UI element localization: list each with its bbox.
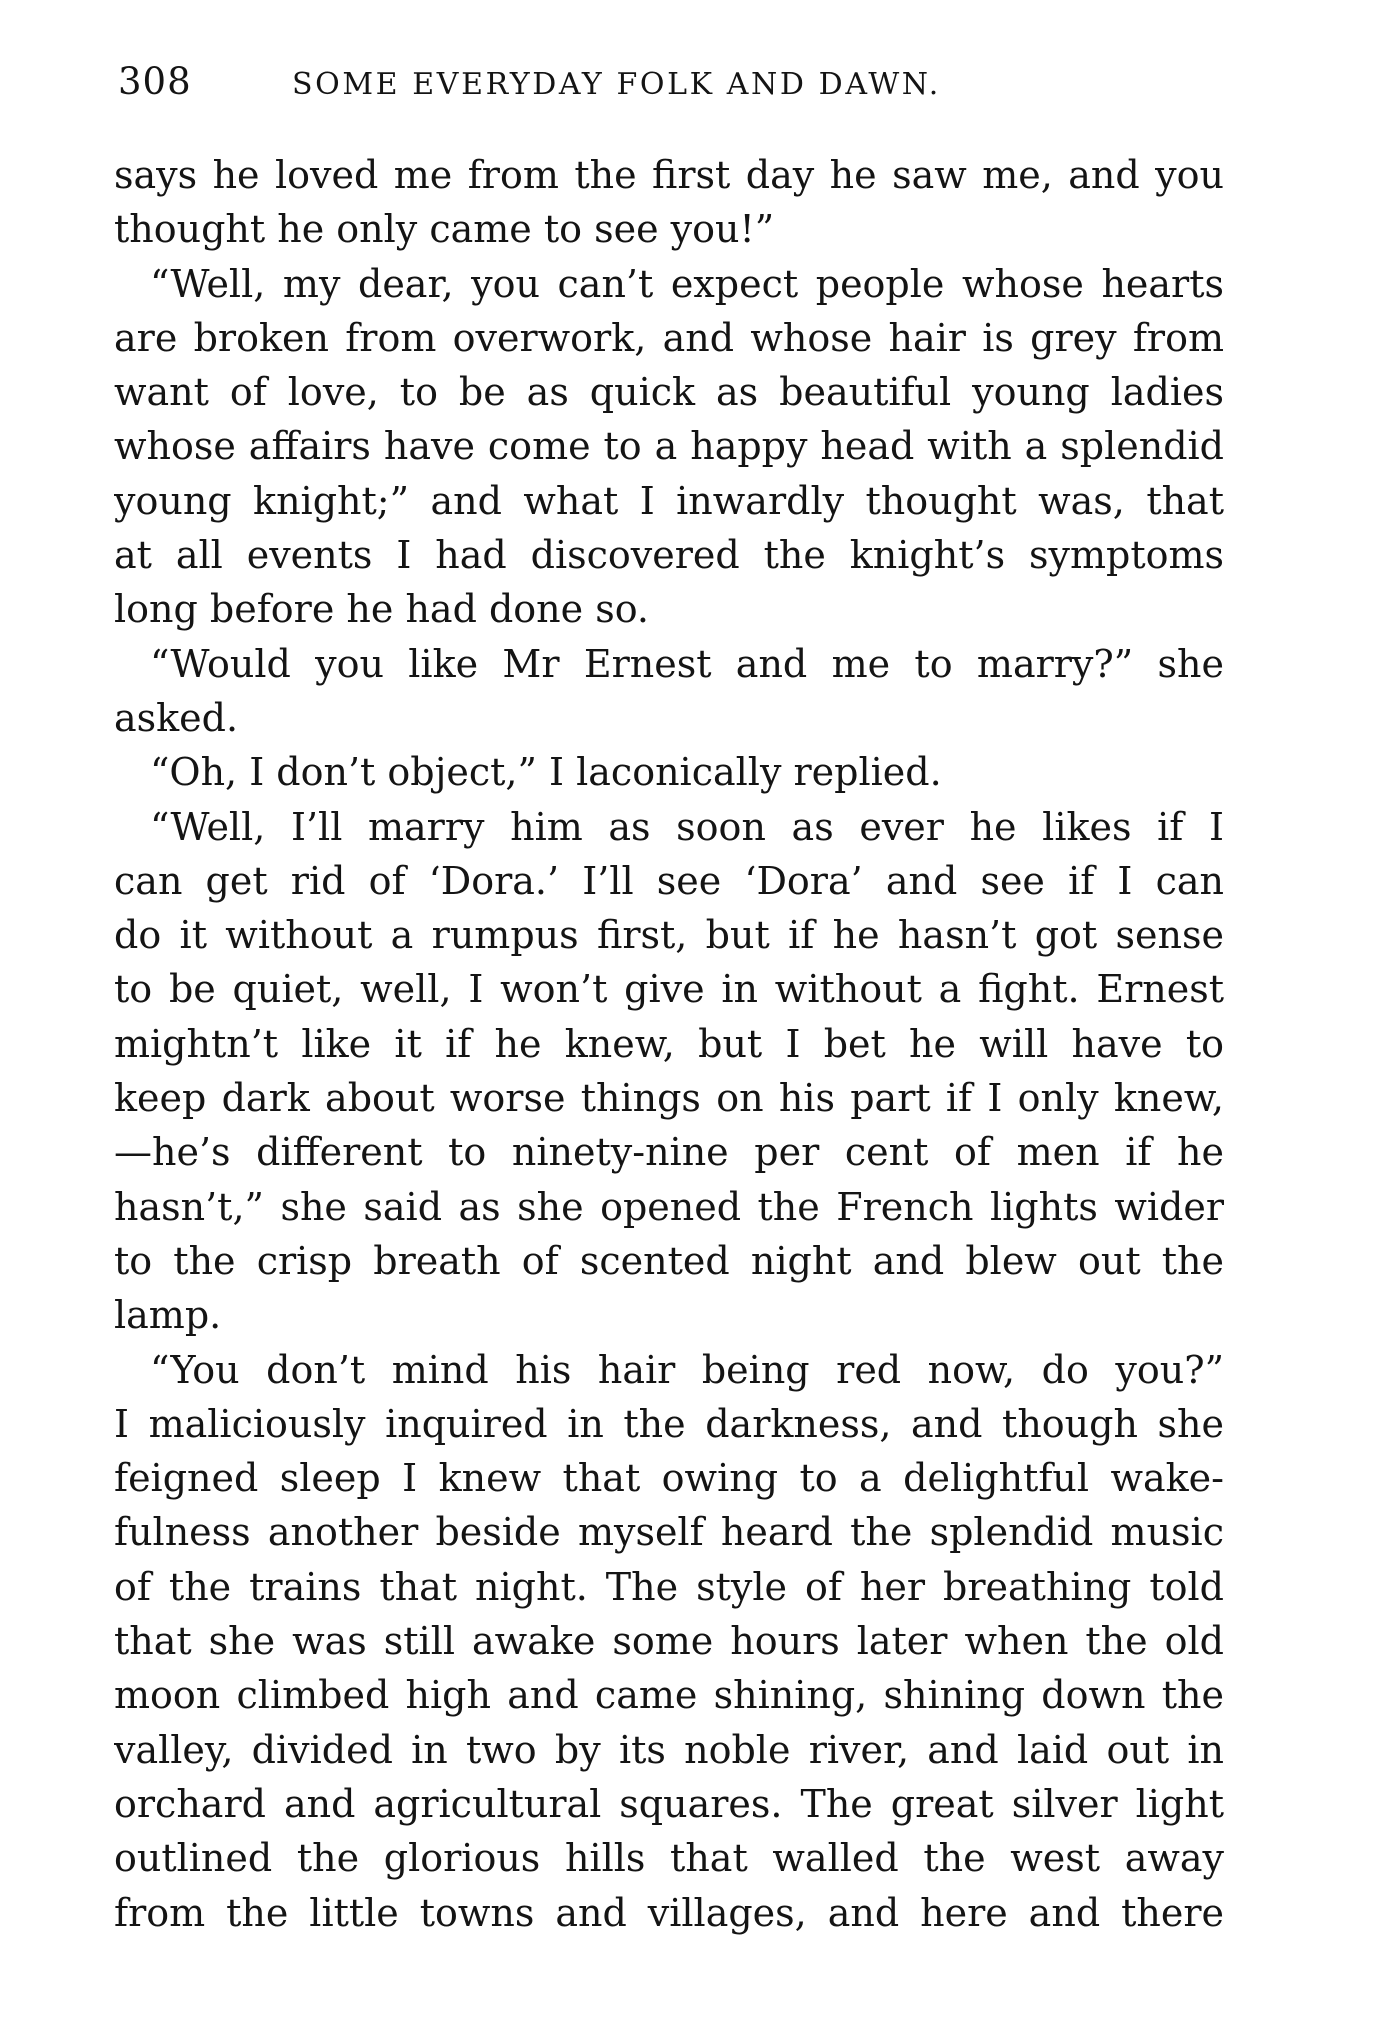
text-line: of the trains that night. The style of her breathing told (114, 1564, 1224, 1609)
text-line: whose affairs have come to a happy head with a splendid (114, 424, 1224, 469)
text-line: want of love, to be as quick as beautiful young ladies (114, 370, 1224, 415)
text-line: feigned sleep I knew that owing to a delightful wake- (114, 1456, 1224, 1501)
text-line: moon climbed high and came shining, shining down the (114, 1673, 1224, 1718)
text-line: fulness another beside myself heard the splendid music (114, 1510, 1224, 1555)
body-text (114, 148, 1224, 1940)
text-line: to be quiet, well, I won’t give in without a fight. Ernest (114, 967, 1224, 1012)
text-line: do it without a rumpus first, but if he hasn’t got sense (114, 913, 1224, 958)
text-line: outlined the glorious hills that walled the west away (114, 1836, 1224, 1881)
text-line: says he loved me from the first day he saw me, and you (114, 153, 1224, 197)
text-line: that she was still awake some hours later when the old (114, 1619, 1224, 1664)
text-line: long before he had done so. (114, 587, 650, 632)
text-line: can get rid of ‘Dora.’ I’ll see ‘Dora’ and see if I can (114, 858, 1224, 903)
text-line: at all events I had discovered the knight’s symptoms (114, 533, 1224, 578)
text-line: young knight;” and what I inwardly thought was, that (114, 478, 1224, 523)
text-line: “Well, my dear, you can’t expect people whose hearts (150, 261, 1224, 306)
text-line: “Oh, I don’t object,” I laconically replied. (150, 750, 942, 795)
text-line: “Well, I’ll marry him as soon as ever he likes if I (150, 804, 1224, 849)
page-number: 308 (118, 60, 192, 103)
text-line: are broken from overwork, and whose hair is grey from (114, 315, 1224, 360)
text-line: I maliciously inquired in the darkness, and though she (114, 1401, 1224, 1446)
text-line: “You don’t mind his hair being red now, do you?” (150, 1347, 1224, 1392)
text-line: lamp. (114, 1293, 222, 1338)
text-line: to the crisp breath of scented night and blew out the (114, 1238, 1224, 1283)
text-line: orchard and agricultural squares. The great silver light (114, 1781, 1224, 1826)
running-head (112, 52, 1232, 112)
text-line: from the little towns and villages, and here and there (114, 1890, 1224, 1935)
text-line: hasn’t,” she said as she opened the French lights wider (114, 1184, 1224, 1229)
text-line: mightn’t like it if he knew, but I bet he will have to (114, 1021, 1224, 1066)
text-line: keep dark about worse things on his part if I only knew, (114, 1076, 1224, 1121)
text-line: thought he only came to see you!” (114, 207, 775, 252)
text-line: asked. (114, 695, 239, 740)
running-title: SOME EVERYDAY FOLK AND DAWN. (292, 67, 941, 102)
text-line: valley, divided in two by its noble river, and laid out in (114, 1727, 1224, 1772)
text-line: “Would you like Mr Ernest and me to marry?” she (150, 641, 1224, 686)
text-line: —he’s different to ninety-nine per cent of men if he (114, 1130, 1224, 1175)
